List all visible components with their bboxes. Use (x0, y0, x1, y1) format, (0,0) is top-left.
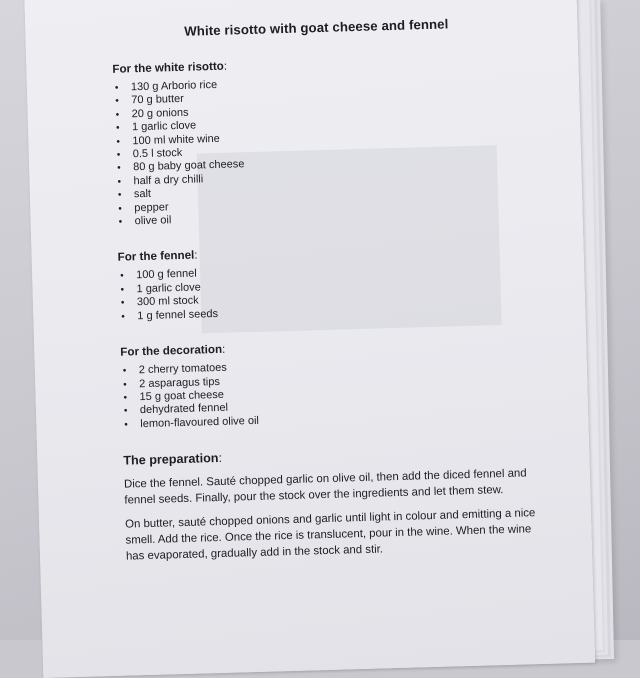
ingredient-item: • 70 g butter (115, 84, 523, 109)
ingredient-item: • 300 ml stock (121, 286, 529, 311)
ingredient-item: • salt (118, 178, 526, 203)
ingredient-item: • 100 g fennel (120, 259, 528, 284)
section-heading-fennel: For the fennel: (117, 248, 198, 265)
ingredient-list-fennel (118, 259, 529, 324)
section-heading-text: For the fennel (117, 249, 195, 265)
ingredient-item: • 100 ml white wine (116, 124, 524, 149)
ingredient-item: • lemon-flavoured olive oil (124, 407, 532, 432)
ingredient-item: • 2 asparagus tips (123, 367, 531, 392)
preparation-heading: The preparation: (123, 451, 223, 468)
section-decoration (120, 334, 532, 431)
preparation-heading-text: The preparation (123, 451, 219, 468)
ingredient-item: • 1 garlic clove (116, 111, 524, 136)
ingredient-item: • dehydrated fennel (124, 394, 532, 419)
ingredient-item: • 0.5 l stock (117, 137, 525, 162)
ingredient-item: • 2 cherry tomatoes (123, 353, 531, 378)
section-heading-decoration: For the decoration: (120, 342, 226, 359)
section-fennel (117, 240, 529, 324)
ingredient-item: • half a dry chilli (117, 164, 525, 189)
preparation-paragraph: On butter, sauté chopped onions and garlic until light in colour and emitting a nice smell. Add the rice. Once the rice is translucent, pour in the wine. When the wine has evaporated, gradually add in the stock and stir. (124, 507, 536, 563)
section-preparation (123, 442, 536, 564)
ingredient-item: • 15 g goat cheese (123, 380, 531, 405)
ingredient-item: • 1 garlic clove (120, 272, 528, 297)
ingredient-item: • 20 g onions (116, 97, 524, 122)
recipe-content (111, 14, 536, 573)
ingredient-item: • olive oil (119, 204, 527, 229)
ingredient-item: • 1 g fennel seeds (121, 299, 529, 324)
ingredient-list-decoration (121, 353, 533, 431)
ingredient-item: • 80 g baby goat cheese (117, 151, 525, 176)
section-heading-text: For the decoration (120, 342, 223, 359)
ingredient-item: • pepper (118, 191, 526, 216)
section-heading-text: For the white risotto (112, 59, 224, 76)
recipe-title: White risotto with goat cheese and fennel (184, 16, 449, 39)
ingredient-item: • 130 g Arborio rice (115, 70, 523, 95)
section-white-risotto (112, 51, 526, 229)
preparation-paragraph: Dice the fennel. Sauté chopped garlic on olive oil, then add the diced fennel and fennel seeds. Finally, pour the stock over the ingredients and let them stew. (123, 467, 527, 507)
ingredient-list-white-risotto (113, 70, 527, 229)
section-heading-white-risotto: For the white risotto: (112, 59, 228, 76)
recipe-page (24, 0, 595, 678)
